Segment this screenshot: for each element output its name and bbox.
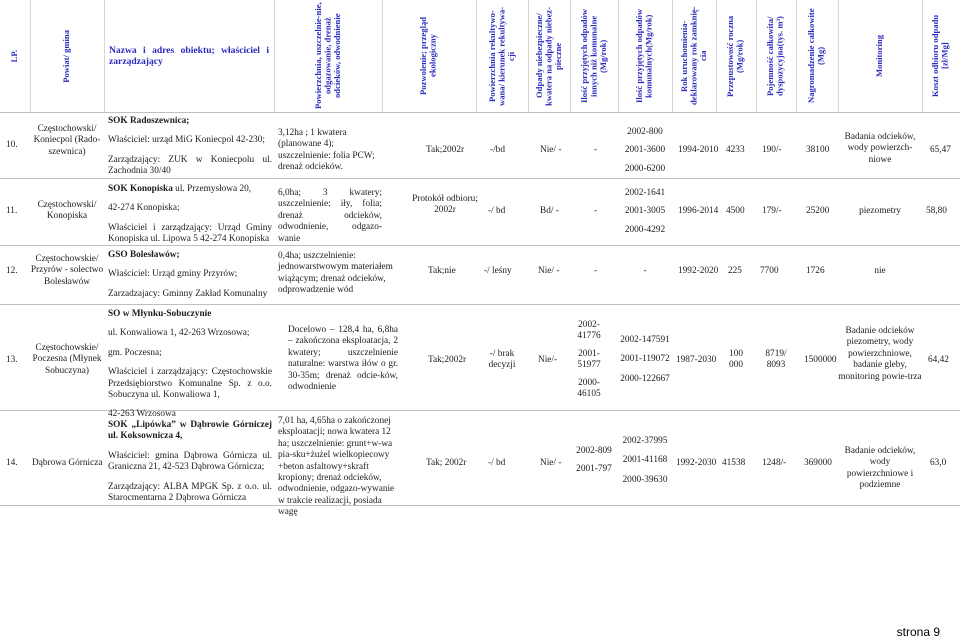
row-rok: 1992-2020 (678, 266, 719, 276)
row-nazwa-line: 42-274 Konopiska; (108, 203, 180, 214)
row-lp: 11. (6, 206, 18, 216)
row-powierzchnia: 7,01 ha, 4,65ha o zakończonej eksploatacji; nowa kwatera 12 ha; uszczelnienie: grunt+w-wa pia-sku+żużel wielkopiecowy +beton asfaltowy+skraft kropiony; drenaż odcieków, odwodnienie, odgazo-wywanie w trakcie realizacji, posiada wagę (278, 416, 395, 518)
row-niebezp: Nie/ - (538, 266, 560, 276)
row-nazwa-line: Zarządzający: ALBA MPGK Sp. z o.o. ul. Starocmentarna 2 Dąbrowa Górnicza (108, 481, 272, 504)
row-lp: 14. (6, 458, 18, 468)
row-rok: 1994-2010 (678, 145, 719, 155)
row-nazwa (108, 420, 272, 504)
row-powiat: Częstochowski/ Koniecpol (Rado-szewnica) (33, 124, 101, 157)
row-rok: 1996-2014 (678, 206, 719, 216)
row-rok: 1992-2030 (676, 458, 717, 468)
row-pojemnosc: 190/- (762, 145, 782, 155)
header-koszt-label: Koszt odbioru odpadu [zł/Mg] (930, 14, 950, 98)
row-koszt: 65,47 (930, 145, 951, 155)
header-nazwa (104, 0, 275, 112)
row-koszt: 64,42 (928, 355, 949, 365)
row-inne-value: 2000-46105 (577, 377, 601, 400)
row-divider (0, 304, 960, 305)
row-nagromadzenie: 38100 (806, 145, 830, 155)
row-divider (0, 505, 960, 506)
header-przepustowosc (716, 0, 757, 112)
row-nazwa-line: Właściciel i zarządzający: Urząd Gminy Konopiska ul. Lipowa 5 42-274 Konopiska (108, 222, 272, 245)
row-nazwa-title: GSO Bolesławów; (108, 250, 180, 260)
header-koszt (922, 0, 960, 112)
row-powiat: Częstochowskie/ Przyrów - solectwo Bolesławów (30, 254, 104, 287)
header-pojemnosc (756, 0, 797, 112)
row-lp: 13. (6, 355, 18, 365)
row-komunalne: - (643, 266, 647, 276)
row-nazwa-line: gm. Poczesna; (108, 347, 162, 358)
row-koszt: 58,80 (926, 206, 947, 216)
header-nagromadzenie (796, 0, 839, 112)
row-inne-value: 2002-41776 (577, 320, 601, 342)
header-inne-label: Ilość przyjętych odpadów innych niż komunalne (Mg/rok) (578, 8, 608, 104)
row-komunalne-value: 2002-1641 (624, 188, 666, 198)
header-rekultywacja (476, 0, 529, 112)
row-inne-value: 2001-797 (576, 464, 612, 475)
row-inne-value: 2001-51977 (577, 348, 601, 371)
row-komunalne-value: 2001-119072 (620, 354, 670, 365)
row-nazwa-line: Zarządzający: ZUK w Koniecpolu ul. Zachodnia 30/40 (108, 154, 272, 177)
row-komunalne-value: 2000-39630 (622, 474, 668, 485)
row-nazwa-title: SOK Radoszewnica; (108, 116, 190, 126)
row-przepustowosc: 4500 (726, 206, 745, 216)
row-nagromadzenie: 1726 (806, 266, 825, 276)
row-powiat: Dąbrowa Górnicza (32, 458, 103, 468)
row-rekultywacja: -/ bd (488, 458, 506, 468)
header-lp-label: LP. (9, 49, 20, 63)
row-inne: - (594, 145, 598, 155)
header-powierzchnia (274, 0, 383, 112)
row-pojemnosc: 8719/ 8093 (765, 349, 787, 371)
row-rekultywacja: -/bd (490, 145, 505, 155)
row-nazwa-title: SOK „Lipówka” w Dąbrowie Górniczej ul. Koksownicza 4, (108, 420, 272, 442)
header-monitoring-label: Monitoring (874, 34, 885, 77)
header-rok (672, 0, 717, 112)
row-nazwa-title-rest: ul. Przemysłowa 20, (172, 184, 252, 194)
row-komunalne (618, 127, 672, 175)
row-niebezp: Nie/ - (540, 145, 562, 155)
row-powiat: Częstochowskie/ Poczesna (Młynek Sobuczyna) (32, 343, 102, 376)
header-monitoring (838, 0, 923, 112)
row-pojemnosc: 7700 (760, 266, 779, 276)
row-inne: - (594, 266, 598, 276)
row-powierzchnia: Docelowo – 128,4 ha, 6,8ha – zakończona eksploatacja, 2 kwatery; uszczelnienie naturalne: warstwa iłów o gr. 30-35m; drenaż odcie-ków, odwodnienie (288, 325, 398, 393)
row-komunalne (618, 188, 672, 236)
row-nazwa-line: Właściciel: gmina Dąbrowa Górnicza ul. Graniczna 21, 42-523 Dąbrowa Górnicza; (108, 450, 272, 473)
row-nazwa (108, 184, 272, 246)
row-monitoring: Badania odcieków, wody powierzch-niowe (844, 132, 916, 165)
row-komunalne-value: 2000-4292 (624, 224, 666, 235)
row-przepustowosc: 4233 (726, 145, 745, 155)
header-pozwolenie-label: Pozwolenie; przegląd ekologiczny (418, 16, 438, 96)
row-rekultywacja: -/ bd (488, 206, 506, 216)
header-lp (0, 0, 31, 112)
row-przepustowosc: 41538 (722, 458, 746, 468)
row-lp: 12. (6, 266, 18, 276)
row-nazwa-line: 42-263 Wrzosowa (108, 409, 176, 420)
row-przepustowosc: 225 (728, 266, 742, 276)
row-divider (0, 112, 960, 113)
row-komunalne-value: 2001-3005 (624, 206, 666, 217)
row-nazwa-line: Właściciel: Urząd gminy Przyrów; (108, 269, 238, 280)
row-rekultywacja: -/ brak decyzji (488, 349, 516, 371)
row-nazwa (108, 309, 272, 421)
row-pojemnosc: 179/- (762, 206, 782, 216)
row-niebezp: Nie/- (538, 355, 558, 365)
row-komunalne-value: 2002-147591 (620, 335, 670, 345)
row-rekultywacja: -/ leśny (484, 266, 512, 276)
row-koszt: 63,0 (930, 458, 947, 468)
row-inne: - (594, 206, 598, 216)
row-komunalne (618, 335, 672, 385)
row-pozwolenie: Tak;nie (428, 266, 456, 276)
header-pozwolenie (382, 0, 477, 112)
row-nagromadzenie: 25200 (806, 206, 830, 216)
row-powierzchnia: 0,4ha; uszczelnienie: jednowarstwowym materiałem wiążącym; drenaż odcieków, odprowadzenie wód (278, 251, 393, 296)
row-powierzchnia: 3,12ha ; 1 kwatera (planowane 4); uszczelnienie: folia PCW; drenaż odcieków. (278, 128, 375, 173)
row-komunalne-value: 2001-41168 (622, 455, 668, 466)
row-niebezp: Nie/ - (540, 458, 562, 468)
row-inne (570, 446, 618, 476)
row-nagromadzenie: 369000 (804, 458, 832, 468)
row-powierzchnia: 6,0ha; 3 kwatery; uszczelnienie: iły, folia; drenaż odcieków, odwodnienie, odgazo-wanie (278, 188, 382, 244)
header-komunalne (618, 0, 673, 112)
header-komunalne-label: Ilość przyjętych odpadów komunalnych(Mg/rok) (634, 8, 654, 104)
row-nazwa (108, 116, 272, 178)
header-niebezp-label: Odpady niebezpieczne/ kwatera na odpady niebez-pieczne (533, 6, 563, 106)
row-monitoring: Badanie odcieków piezometry, wody powierzchniowe, badanie gleby, monitoring powie-trza (838, 326, 922, 382)
row-lp: 10. (6, 140, 18, 150)
row-pozwolenie: Protokół odbioru; 2002r (412, 194, 478, 216)
header-niebezp (528, 0, 571, 112)
row-nazwa-line: Właściciel: urząd MiG Koniecpol 42-230; (108, 135, 265, 146)
row-komunalne-value: 2000-122667 (620, 373, 670, 384)
header-rekultywacja-label: Powierzchnia rekultywo-wana/ kierunek rekultywa-cji (486, 6, 516, 106)
row-pozwolenie: Tak;2002r (428, 355, 467, 365)
row-inne (568, 320, 610, 400)
row-nazwa (108, 250, 272, 300)
row-pozwolenie: Tak; 2002r (426, 458, 467, 468)
header-nagromadzenie-label: Nagromadzenie całkowite (Mg) (806, 8, 826, 104)
page-number: strona 9 (896, 625, 940, 639)
row-nazwa-line: Właściciel i zarządzający: Częstochowskie Przedsiębiorstwo Komunalne Sp. z o.o. Sobuczyna ul. Konwaliowa 1, (108, 367, 272, 401)
row-niebezp: Bd/ - (540, 206, 559, 216)
row-nazwa-line: ul. Konwaliowa 1, 42-263 Wrzosowa; (108, 328, 250, 339)
row-nazwa-title: SO w Młynku-Sobuczynie (108, 309, 212, 319)
header-rok-label: Rok uruchomienia-deklarowany rok zamknię-cia (678, 6, 708, 106)
header-powiat (30, 0, 105, 112)
header-pojemnosc-label: Pojemność całkowita/ dyspozycyjna(tys. m³) (765, 16, 785, 96)
row-pojemnosc: 1248/- (762, 458, 787, 468)
row-nagromadzenie: 1500000 (804, 355, 837, 365)
header-powierzchnia-label: Powierzchnia, uszczelnie-nie, odgazowanie, drenaż odcieków, odwodnienie (312, 2, 342, 110)
row-komunalne-value: 2002-37995 (622, 436, 668, 446)
row-powiat: Częstochowski/ Konopiska (37, 200, 97, 222)
row-monitoring: piezometry (859, 206, 901, 216)
row-przepustowosc: 100 000 (729, 349, 743, 371)
row-monitoring: Badanie odcieków, wody powierzchniowe i podziemne (844, 446, 916, 491)
row-nazwa-title-wrap (108, 184, 272, 195)
header-nazwa-label: Nazwa i adres obiektu; właściciel i zarządzający (109, 45, 269, 67)
row-divider (0, 178, 960, 179)
row-komunalne-value: 2000-6200 (624, 163, 666, 174)
row-komunalne (618, 436, 672, 486)
row-monitoring: nie (874, 266, 886, 276)
row-inne-value: 2002-809 (576, 446, 612, 456)
row-komunalne-value: 2002-800 (627, 127, 663, 137)
row-pozwolenie: Tak;2002r (426, 145, 465, 155)
header-przepustowosc-label: Przepustowość roczna (Mg/rok) (725, 15, 745, 97)
row-nazwa-title: SOK Konopiska (108, 184, 173, 194)
header-powiat-label: Powiat/ gmina (61, 29, 72, 83)
row-rok: 1987-2030 (676, 355, 717, 365)
row-nazwa-line: Zarzadzajacy: Gminny Zakład Komunalny (108, 288, 268, 299)
header-inne (570, 0, 619, 112)
row-komunalne-value: 2001-3600 (624, 145, 666, 156)
